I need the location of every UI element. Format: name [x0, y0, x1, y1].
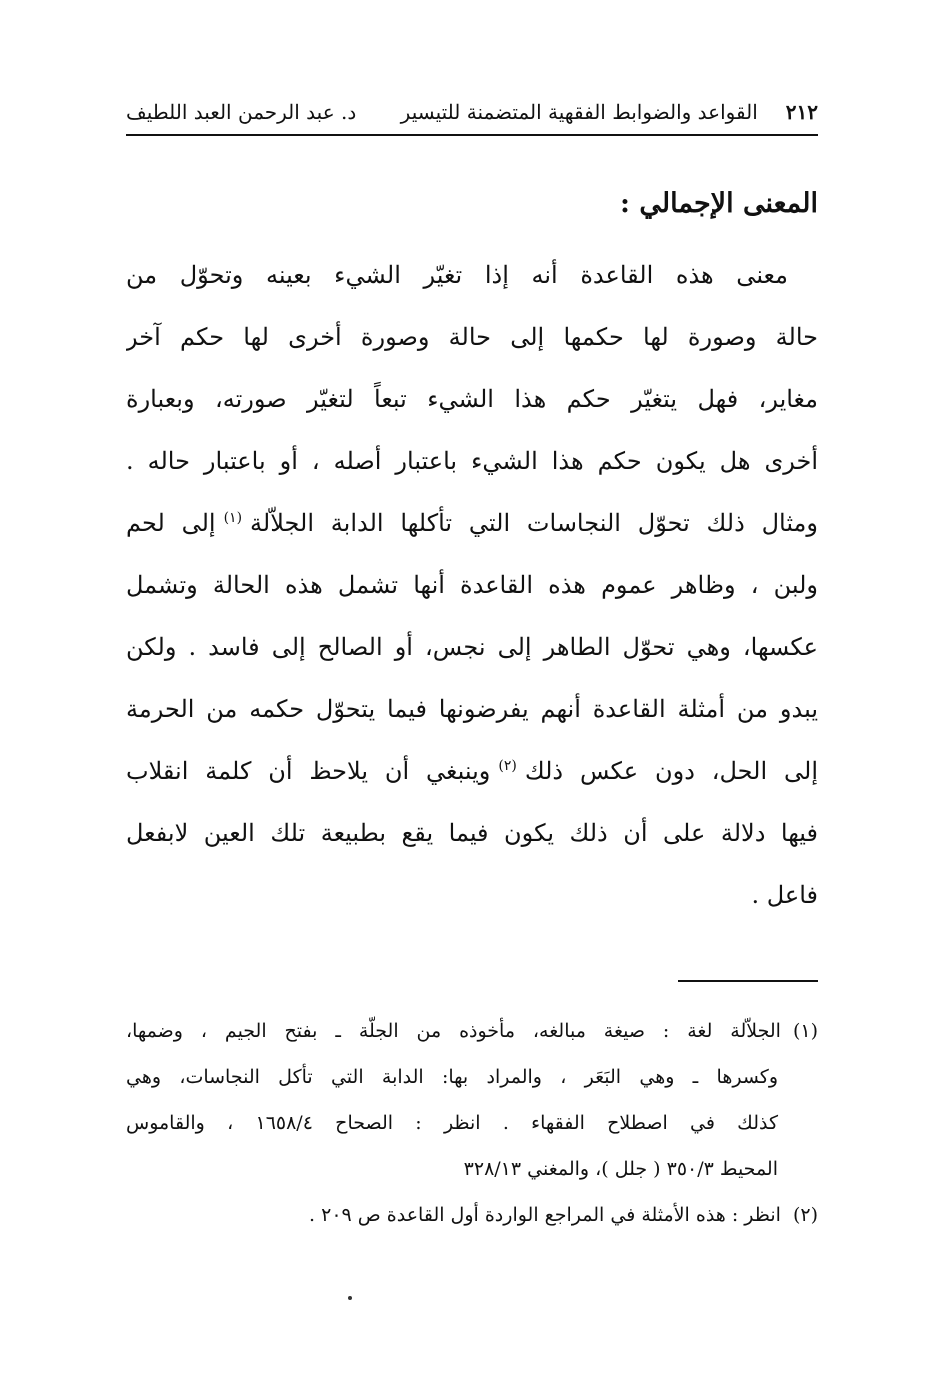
author-name: د. عبد الرحمن العبد اللطيف [126, 100, 357, 124]
footnote-line: وكسرها ـ وهي البَعَر ، والمراد بها: الدابة التي تأكل النجاسات، وهي [126, 1066, 778, 1088]
body-text [126, 244, 818, 926]
body-line: ولبن ، وظاهر عموم هذه القاعدة أنها تشمل هذه الحالة وتشمل [126, 571, 818, 599]
body-line-text: ومثال ذلك تحوّل النجاسات التي تأكلها الدابة الجلاّلة [250, 509, 818, 537]
footnote-number: (١) [792, 1020, 818, 1042]
body-line: عكسها، وهي تحوّل الطاهر إلى نجس، أو الصالح إلى فاسد . ولكن [126, 633, 818, 661]
body-line: أخرى هل يكون حكم هذا الشيء باعتبار أصله ، أو باعتبار حاله . [126, 447, 818, 475]
footnote-1 [126, 1008, 818, 1054]
body-line-text: وينبغي أن يلاحظ أن كلمة انقلاب [126, 757, 491, 785]
footnote-2 [126, 1192, 818, 1238]
speck-mark [348, 1296, 352, 1300]
book-title: القواعد والضوابط الفقهية المتضمنة للتيسير [400, 100, 758, 124]
footnote-line: كذلك في اصطلاح الفقهاء . انظر : الصحاح ١٦٥٨/٤ ، والقاموس [126, 1112, 779, 1134]
body-line: مغاير، فهل يتغيّر حكم هذا الشيء تبعاً لتغيّر صورته، وبعبارة [126, 385, 818, 413]
page-number: ٢١٢ [785, 100, 818, 124]
running-header [126, 84, 818, 124]
footnote-reference-2[interactable]: (٢) [498, 758, 517, 774]
section-heading: المعنى الإجمالي : [620, 188, 818, 219]
body-line-text: إلى الحل، دون عكس ذلك [524, 757, 818, 785]
header-divider [126, 134, 818, 136]
footnote-text: انظر : هذه الأمثلة في المراجع الواردة أول القاعدة ص ٢٠٩ . [309, 1204, 781, 1226]
footnote-line: المحيط ٣٥٠/٣ ( جلل )، والمغني ٣٢٨/١٣ [463, 1158, 778, 1180]
footnotes [126, 1008, 818, 1238]
body-line: معنى هذه القاعدة أنه إذا تغيّر الشيء بعينه وتحوّل من [126, 261, 788, 289]
body-line: فاعل . [751, 881, 818, 909]
body-line: يبدو من أمثلة القاعدة أنهم يفرضونها فيما يتحوّل حكمه من الحرمة [126, 695, 818, 723]
body-line-text: إلى لحم [126, 509, 216, 537]
body-line: حالة وصورة لها حكمها إلى حالة وصورة أخرى لها حكم آخر [126, 323, 818, 351]
footnote-number: (٢) [792, 1204, 818, 1226]
body-line [126, 740, 818, 802]
footnote-divider [678, 980, 818, 982]
footnote-reference-1[interactable]: (١) [223, 510, 243, 526]
body-line: فيها دلالة على أن ذلك يكون فيما يقع بطبيعة تلك العين لابفعل [126, 819, 818, 847]
footnote-text: الجلاّلة لغة : صيغة مبالغه، مأخوذه من الجلّة ـ بفتح الجيم ، وضمها، [126, 1020, 781, 1042]
body-line [126, 492, 818, 554]
